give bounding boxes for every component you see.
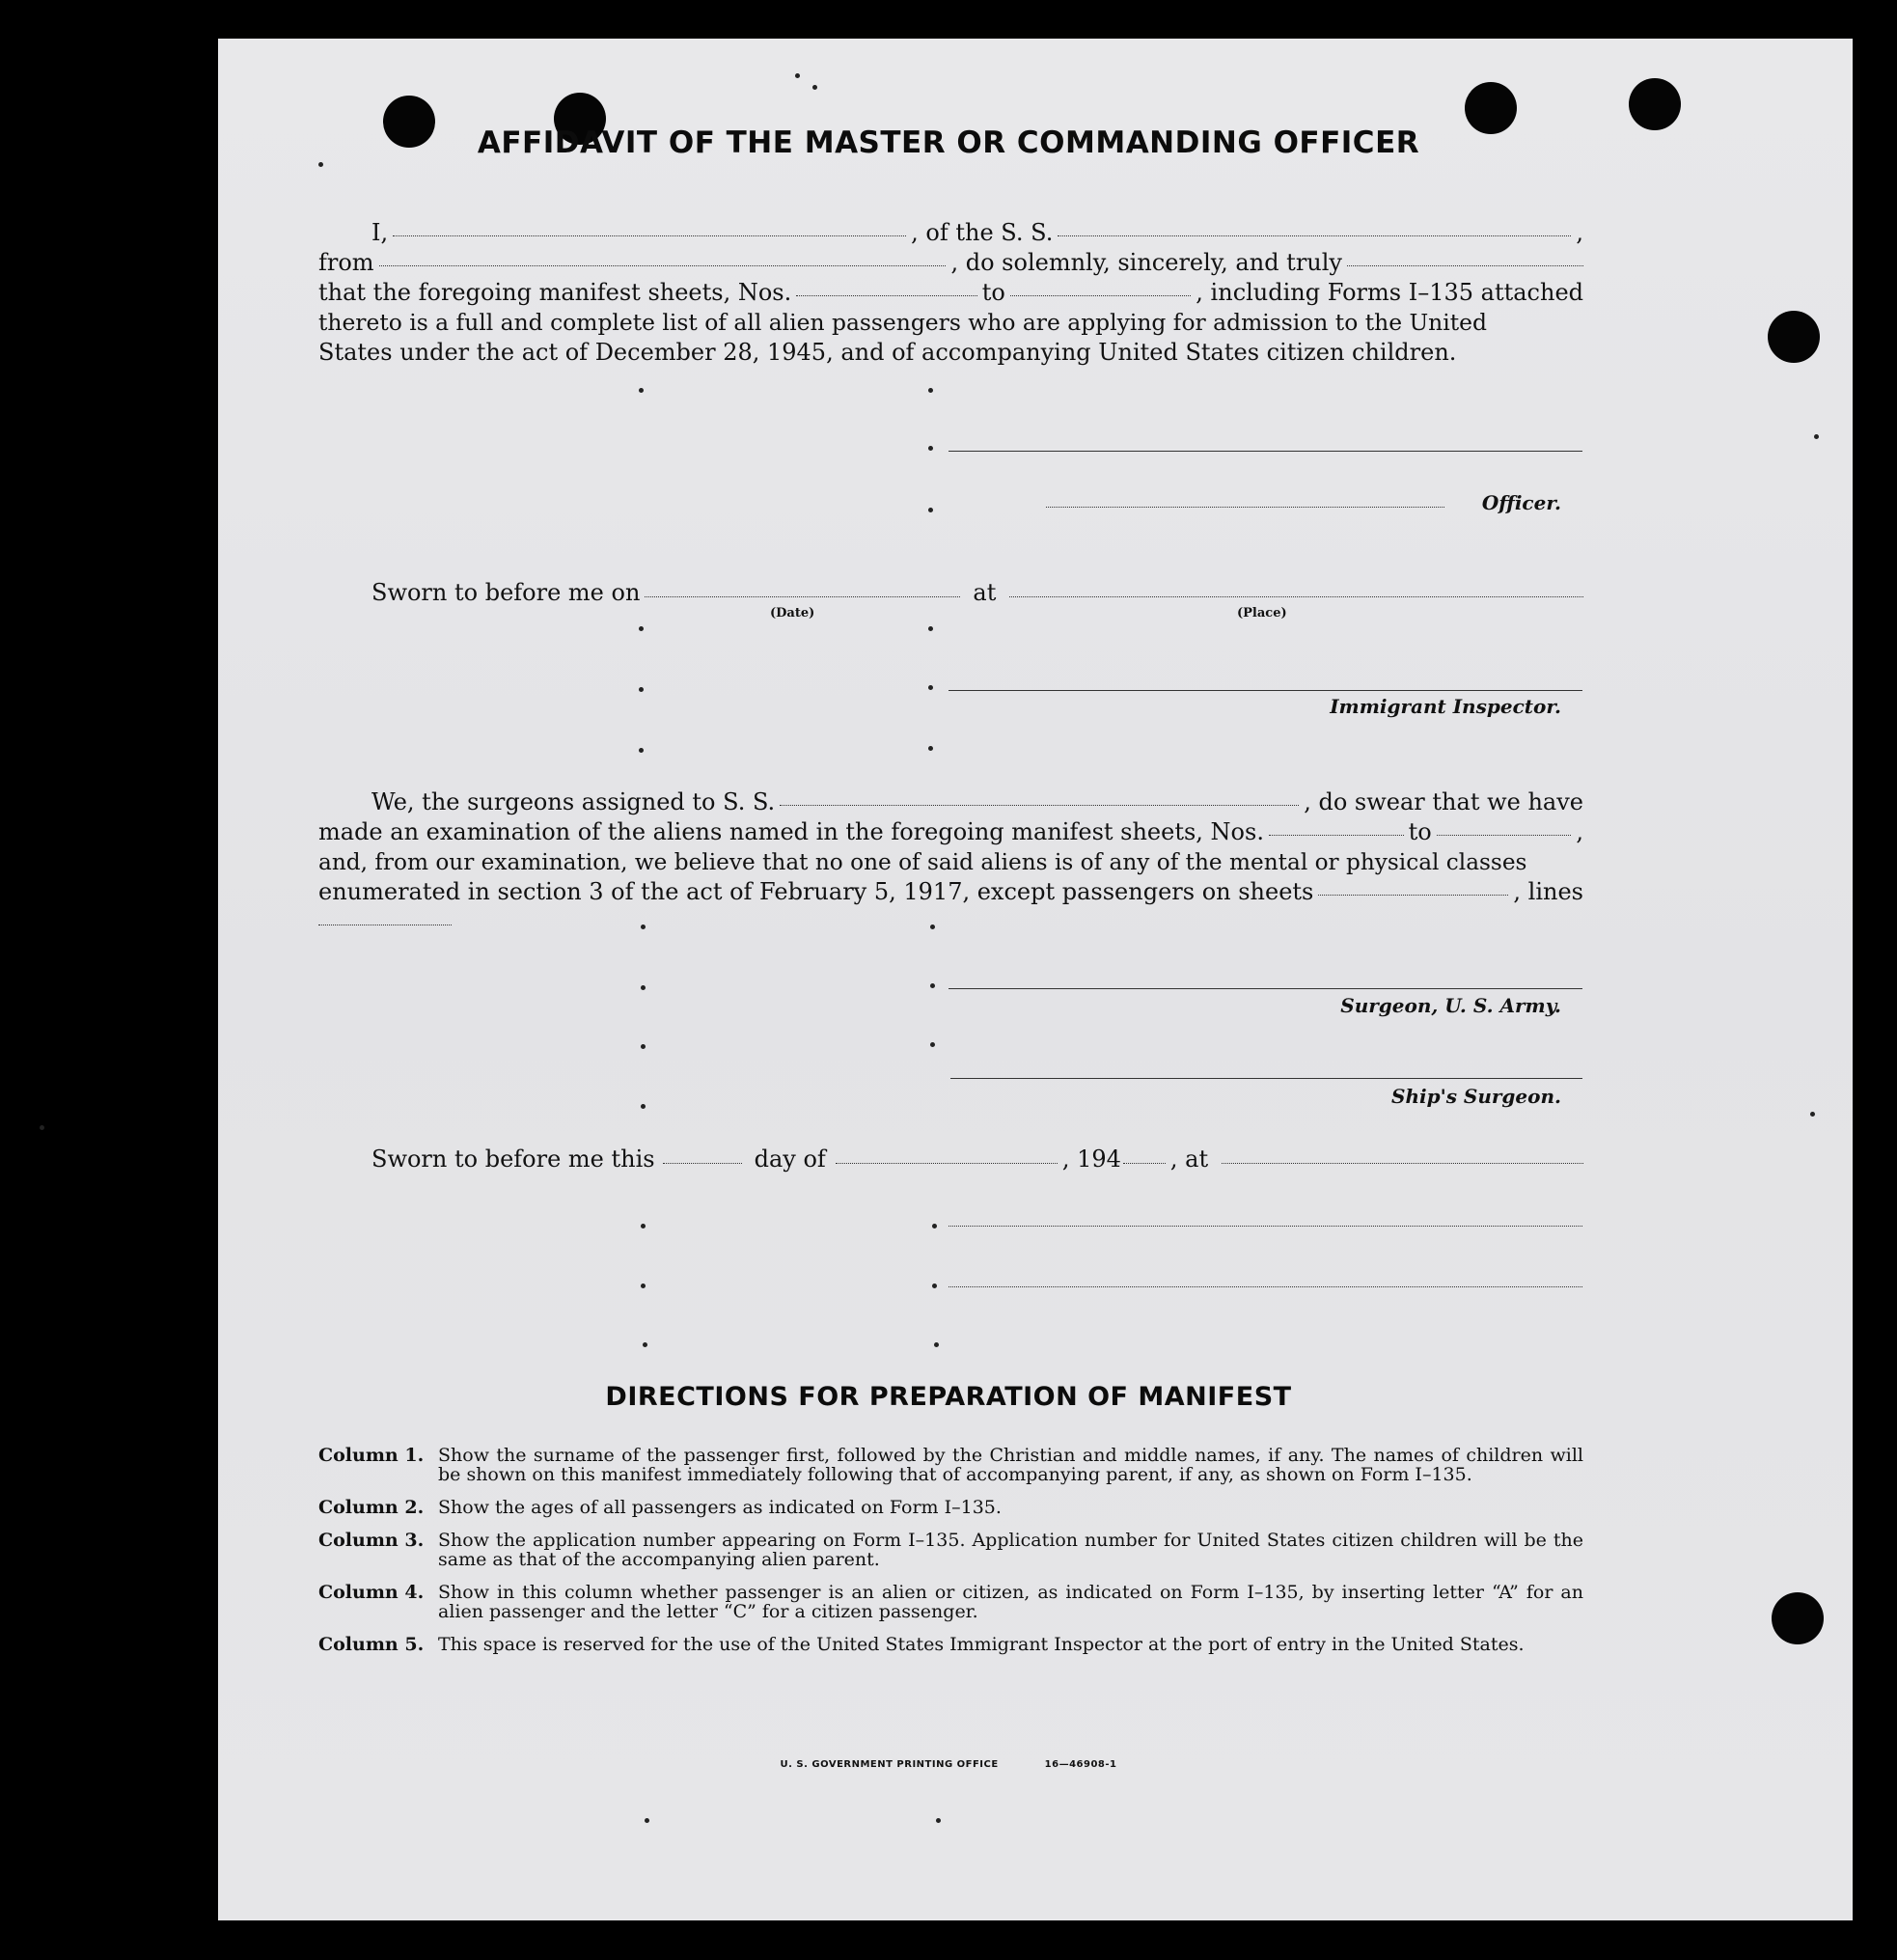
date-caption: (Date) xyxy=(770,606,815,621)
directions-list xyxy=(318,1446,1583,1668)
speck xyxy=(812,85,817,90)
text: , do solemnly, sincerely, and truly xyxy=(950,249,1342,276)
lines-field[interactable] xyxy=(318,907,452,925)
column-label: Column 1. xyxy=(318,1445,425,1466)
text: , do swear that we have xyxy=(1304,788,1583,815)
column-text: This space is reserved for the use of the United States Immigrant Inspector at the port of entry in the United States. xyxy=(438,1634,1525,1655)
speck xyxy=(1810,1112,1815,1117)
army-surgeon-label: Surgeon, U. S. Army. xyxy=(1340,994,1561,1017)
text: made an examination of the aliens named in the foregoing manifest sheets, Nos. xyxy=(318,818,1264,845)
sheets-field[interactable] xyxy=(1318,877,1508,896)
speck xyxy=(928,508,933,512)
text: to xyxy=(1408,818,1432,845)
inspector-signature-line[interactable] xyxy=(948,690,1582,691)
speck xyxy=(639,388,644,393)
speck xyxy=(641,985,646,990)
army-surgeon-signature-line[interactable] xyxy=(948,988,1582,989)
signature-line[interactable] xyxy=(948,1286,1582,1287)
speck xyxy=(1814,434,1819,439)
speck xyxy=(928,446,933,451)
oath-field[interactable] xyxy=(1347,248,1583,266)
speck xyxy=(930,1042,935,1047)
list-item xyxy=(318,1446,1583,1484)
speck xyxy=(928,685,933,690)
place-field[interactable] xyxy=(1222,1146,1583,1164)
sheet-from-field[interactable] xyxy=(796,278,976,296)
text: enumerated in section 3 of the act of February 5, 1917, except passengers on sheets xyxy=(318,878,1314,905)
name-field[interactable] xyxy=(393,218,906,236)
surgeons-paragraph xyxy=(318,787,1583,937)
column-text: Show the surname of the passenger first, followed by the Christian and middle names, if any. The names of children will be shown on this manifest immediately following that of accompanying parent, if any, as shown on Form I–135. xyxy=(438,1445,1583,1485)
speck xyxy=(934,1342,939,1347)
speck xyxy=(936,1818,941,1823)
place-field[interactable] xyxy=(1009,579,1583,597)
surgeons-line xyxy=(318,817,1583,847)
affidavit-line xyxy=(318,308,1583,338)
ship-surgeon-signature-line[interactable] xyxy=(950,1078,1582,1079)
officer-title-line[interactable] xyxy=(1046,507,1444,508)
column-label: Column 4. xyxy=(318,1582,425,1603)
text: States under the act of December 28, 1945, and of accompanying United States citizen children. xyxy=(318,339,1457,366)
speck xyxy=(928,388,933,393)
list-item xyxy=(318,1635,1583,1654)
column-label: Column 2. xyxy=(318,1497,425,1518)
speck xyxy=(641,1104,646,1109)
affidavit-title: AFFIDAVIT OF THE MASTER OR COMMANDING OFFICER xyxy=(477,125,1420,160)
printer-footer xyxy=(0,1759,1897,1770)
speck xyxy=(930,983,935,988)
printer-name: U. S. GOVERNMENT PRINTING OFFICE xyxy=(780,1759,999,1770)
signature-line[interactable] xyxy=(948,1226,1582,1227)
speck xyxy=(639,748,644,753)
list-item xyxy=(318,1531,1583,1569)
speck xyxy=(928,746,933,751)
text: day of xyxy=(754,1146,826,1173)
text: , lines xyxy=(1513,878,1583,905)
form-code: 16—46908-1 xyxy=(1044,1759,1117,1770)
speck xyxy=(40,1125,44,1130)
list-item xyxy=(318,1498,1583,1517)
speck xyxy=(639,626,644,631)
inspector-label: Immigrant Inspector. xyxy=(1330,695,1561,718)
affidavit-line xyxy=(318,218,1583,248)
text: , xyxy=(1576,818,1583,845)
speck xyxy=(639,687,644,692)
column-label: Column 3. xyxy=(318,1530,425,1551)
surgeons-line xyxy=(318,877,1583,907)
text: I, xyxy=(371,219,389,246)
sworn-line-2 xyxy=(371,1146,1583,1173)
text: , 194 xyxy=(1061,1146,1121,1173)
surgeons-line xyxy=(318,787,1583,817)
sheet-to-field[interactable] xyxy=(1437,817,1572,836)
ship-name-field[interactable] xyxy=(1058,218,1571,236)
surgeons-line xyxy=(318,907,1583,937)
text: that the foregoing manifest sheets, Nos. xyxy=(318,279,792,306)
text: from xyxy=(318,249,374,276)
month-field[interactable] xyxy=(836,1146,1058,1164)
list-item xyxy=(318,1583,1583,1621)
text: and, from our examination, we believe that no one of said aliens is of any of the mental or physical classes xyxy=(318,849,1527,875)
text: , of the S. S. xyxy=(911,219,1054,246)
date-field[interactable] xyxy=(645,579,960,597)
year-field[interactable] xyxy=(1123,1146,1166,1164)
column-text: Show the ages of all passengers as indicated on Form I–135. xyxy=(438,1497,1002,1518)
speck xyxy=(932,1224,937,1228)
sheet-from-field[interactable] xyxy=(1269,817,1404,836)
text: Sworn to before me on xyxy=(371,579,641,606)
affidavit-line xyxy=(318,338,1583,368)
speck xyxy=(928,626,933,631)
text: Sworn to before me this xyxy=(371,1146,655,1173)
column-text: Show in this column whether passenger is an alien or citizen, as indicated on Form I–135, by inserting letter “A” for an alien passenger and the letter “C” for a citizen passenger. xyxy=(438,1582,1583,1622)
column-text: Show the application number appearing on Form I–135. Application number for United States citizen children will be the same as that of the accompanying alien parent. xyxy=(438,1530,1583,1570)
sheet-to-field[interactable] xyxy=(1010,278,1191,296)
punch-hole xyxy=(1629,78,1681,130)
speck xyxy=(932,1284,937,1288)
speck xyxy=(795,73,800,78)
speck xyxy=(318,162,323,167)
speck xyxy=(643,1342,647,1347)
speck xyxy=(641,1224,646,1228)
text: , xyxy=(1576,219,1583,246)
from-port-field[interactable] xyxy=(379,248,947,266)
column-label: Column 5. xyxy=(318,1634,425,1655)
speck xyxy=(645,1818,649,1823)
officer-label: Officer. xyxy=(1481,491,1561,514)
text: thereto is a full and complete list of all alien passengers who are applying for admission to the United xyxy=(318,309,1487,336)
punch-hole xyxy=(1768,311,1820,363)
text: , including Forms I–135 attached xyxy=(1196,279,1584,306)
affidavit-paragraph xyxy=(318,218,1583,368)
speck xyxy=(641,1284,646,1288)
text: to xyxy=(981,279,1005,306)
directions-title: DIRECTIONS FOR PREPARATION OF MANIFEST xyxy=(605,1382,1292,1412)
officer-signature-line[interactable] xyxy=(948,451,1582,452)
day-field[interactable] xyxy=(663,1146,742,1164)
place-caption: (Place) xyxy=(1237,606,1287,621)
sworn-line-1 xyxy=(371,579,1583,606)
punch-hole xyxy=(1772,1592,1824,1644)
text: , at xyxy=(1169,1146,1209,1173)
ship-surgeon-label: Ship's Surgeon. xyxy=(1391,1085,1561,1108)
affidavit-line xyxy=(318,278,1583,308)
text: at xyxy=(973,579,997,606)
speck xyxy=(641,1044,646,1049)
ship-name-field[interactable] xyxy=(780,787,1299,806)
surgeons-line xyxy=(318,847,1583,877)
affidavit-line xyxy=(318,248,1583,278)
text: We, the surgeons assigned to S. S. xyxy=(371,788,776,815)
